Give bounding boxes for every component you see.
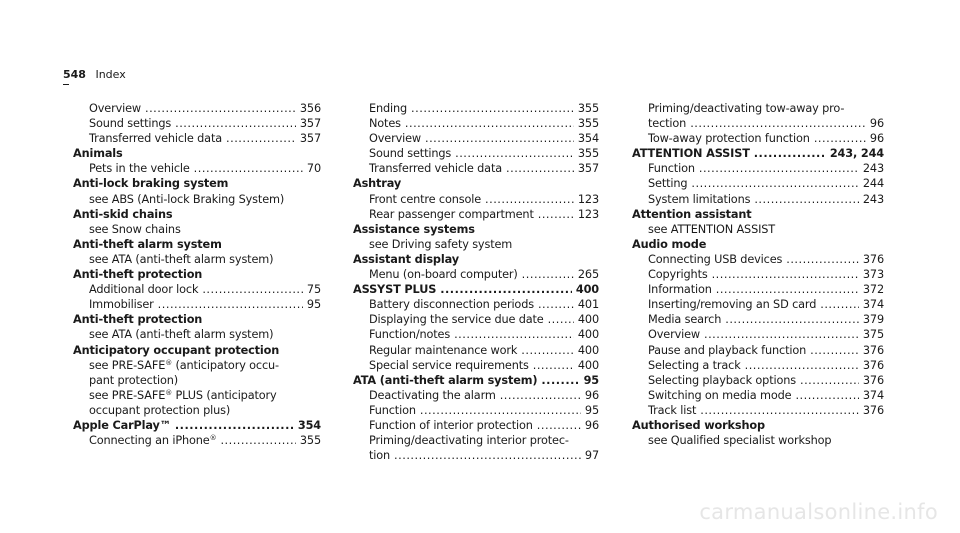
entry-text: Menu (on-board computer) bbox=[369, 268, 518, 282]
index-entry bbox=[632, 433, 884, 448]
dot-leader bbox=[786, 252, 859, 267]
page-reference: 376 bbox=[862, 343, 884, 357]
index-entry bbox=[73, 297, 321, 312]
index-entry bbox=[353, 418, 599, 433]
page-reference: 357 bbox=[299, 117, 321, 131]
index-entry bbox=[632, 222, 884, 237]
entry-text: Tow-away protection function bbox=[648, 132, 810, 146]
entry-text: Transferred vehicle data bbox=[89, 132, 223, 146]
page-reference: 123 bbox=[577, 207, 599, 221]
entry-text: Connecting USB devices bbox=[648, 252, 783, 266]
index-entry bbox=[353, 116, 599, 131]
index-entry bbox=[632, 312, 884, 327]
dot-leader bbox=[425, 131, 574, 146]
entry-text: Anti-lock braking system bbox=[73, 177, 229, 191]
dot-leader bbox=[754, 146, 826, 161]
entry-text: ATA (anti-theft alarm system) bbox=[353, 373, 538, 387]
entry-text: Pause and playback function bbox=[648, 343, 807, 357]
index-entry bbox=[632, 116, 884, 131]
index-entry bbox=[73, 252, 321, 267]
entry-text: see ATA (anti-theft alarm system) bbox=[89, 252, 274, 266]
entry-text: Anti-theft protection bbox=[73, 268, 203, 282]
page-reference: 70 bbox=[306, 162, 321, 176]
entry-text: Front centre console bbox=[369, 192, 482, 206]
page-reference: 265 bbox=[577, 268, 599, 282]
index-heading bbox=[632, 418, 884, 433]
index-entry bbox=[73, 192, 321, 207]
dot-leader bbox=[455, 146, 574, 161]
entry-text: Authorised workshop bbox=[632, 418, 765, 432]
index-entry bbox=[632, 282, 884, 297]
entry-text: Animals bbox=[73, 147, 123, 161]
entry-text: Function/notes bbox=[369, 328, 451, 342]
dot-leader bbox=[202, 282, 303, 297]
dot-leader bbox=[533, 358, 574, 373]
page-reference: 375 bbox=[862, 328, 884, 342]
page-reference: 379 bbox=[862, 313, 884, 327]
index-entry bbox=[73, 403, 321, 418]
index-heading bbox=[353, 282, 599, 297]
index-entry bbox=[353, 388, 599, 403]
page-reference: 75 bbox=[306, 283, 321, 297]
dot-leader bbox=[700, 403, 859, 418]
index-entry bbox=[632, 131, 884, 146]
index-column-2 bbox=[353, 101, 599, 463]
dot-leader bbox=[226, 131, 296, 146]
index-entry bbox=[73, 358, 321, 373]
entry-text: Track list bbox=[648, 403, 697, 417]
registered-mark: ® bbox=[165, 358, 173, 367]
index-entry bbox=[353, 267, 599, 282]
index-entry bbox=[353, 433, 599, 448]
index-entry bbox=[353, 131, 599, 146]
entry-text: Notes bbox=[369, 117, 401, 131]
page-header bbox=[63, 68, 126, 81]
dot-leader bbox=[820, 297, 859, 312]
index-entry bbox=[353, 237, 599, 252]
index-entry bbox=[632, 297, 884, 312]
entry-text: Priming/deactivating tow-away pro- bbox=[648, 102, 845, 115]
entry-text: Connecting an iPhone bbox=[89, 434, 210, 448]
page-reference: 357 bbox=[577, 162, 599, 176]
entry-text: Deactivating the alarm bbox=[369, 388, 496, 402]
index-heading bbox=[632, 237, 884, 252]
index-entry bbox=[353, 358, 599, 373]
index-heading bbox=[73, 312, 321, 327]
dot-leader bbox=[538, 207, 574, 222]
entry-text: Transferred vehicle data bbox=[369, 162, 503, 176]
entry-text: Overview bbox=[648, 328, 700, 342]
page-reference: 372 bbox=[862, 283, 884, 297]
page-reference: 376 bbox=[862, 373, 884, 387]
index-entry bbox=[632, 327, 884, 342]
entry-text: see Snow chains bbox=[89, 222, 181, 236]
dot-leader bbox=[541, 373, 579, 388]
page-reference: 376 bbox=[862, 403, 884, 417]
page-reference: 95 bbox=[583, 373, 599, 387]
index-entry bbox=[73, 116, 321, 131]
page-reference: 374 bbox=[862, 388, 884, 402]
dot-leader bbox=[522, 267, 574, 282]
entry-text: Copyrights bbox=[648, 268, 708, 282]
page-reference: 97 bbox=[584, 449, 599, 463]
page-reference: 400 bbox=[577, 328, 599, 342]
index-heading bbox=[632, 207, 884, 222]
registered-mark: ® bbox=[165, 388, 173, 397]
entry-text: ATTENTION ASSIST bbox=[632, 147, 750, 161]
page-reference: 95 bbox=[584, 403, 599, 417]
index-entry bbox=[632, 161, 884, 176]
entry-text: Inserting/removing an SD card bbox=[648, 298, 817, 312]
dot-leader bbox=[220, 433, 295, 448]
index-heading bbox=[73, 418, 321, 433]
index-heading bbox=[73, 146, 321, 161]
entry-text: see PRE-SAFE bbox=[89, 358, 166, 372]
page-reference: 355 bbox=[577, 102, 599, 115]
page-reference: 400 bbox=[577, 313, 599, 327]
page-reference: 95 bbox=[306, 298, 321, 312]
page-reference: 356 bbox=[299, 102, 321, 115]
page-reference: 354 bbox=[577, 132, 599, 146]
index-entry bbox=[632, 176, 884, 191]
dot-leader bbox=[754, 192, 859, 207]
page-reference: 355 bbox=[577, 117, 599, 131]
index-entry bbox=[632, 267, 884, 282]
dot-leader bbox=[405, 116, 574, 131]
dot-leader bbox=[440, 282, 572, 297]
entry-text: pant protection) bbox=[89, 373, 178, 387]
index-entry bbox=[353, 297, 599, 312]
entry-text: see PRE-SAFE bbox=[89, 388, 166, 402]
dot-leader bbox=[699, 161, 859, 176]
dot-leader bbox=[537, 418, 581, 433]
dot-leader bbox=[725, 312, 859, 327]
dot-leader bbox=[800, 373, 859, 388]
entry-text: Special service requirements bbox=[369, 358, 529, 372]
index-column-1 bbox=[73, 101, 321, 448]
entry-text: Function of interior protection bbox=[369, 418, 533, 432]
index-entry bbox=[73, 161, 321, 176]
entry-text-continued: PLUS (anticipatory bbox=[172, 388, 277, 402]
entry-text: tion bbox=[369, 449, 391, 463]
index-entry bbox=[353, 207, 599, 222]
entry-text: Apple CarPlay™ bbox=[73, 418, 171, 432]
index-entry bbox=[73, 101, 321, 116]
entry-text: Assistance systems bbox=[353, 222, 475, 236]
index-entry bbox=[353, 312, 599, 327]
dot-leader bbox=[521, 343, 574, 358]
entry-text: Function bbox=[369, 403, 416, 417]
entry-text: Ending bbox=[369, 102, 408, 115]
page-reference: 96 bbox=[869, 132, 884, 146]
entry-text: Attention assistant bbox=[632, 207, 752, 221]
entry-text: Pets in the vehicle bbox=[89, 162, 190, 176]
dot-leader bbox=[420, 403, 581, 418]
entry-text: Sound settings bbox=[89, 117, 172, 131]
index-entry bbox=[353, 448, 599, 463]
index-entry bbox=[353, 192, 599, 207]
watermark: carmanualsonline.info bbox=[699, 500, 938, 524]
index-entry bbox=[632, 388, 884, 403]
dot-leader bbox=[175, 418, 294, 433]
page-reference: 355 bbox=[299, 434, 321, 448]
entry-text-continued: (anticipatory occu- bbox=[172, 358, 279, 372]
page-reference: 243, 244 bbox=[829, 147, 884, 161]
page-reference: 355 bbox=[577, 147, 599, 161]
dot-leader bbox=[158, 297, 303, 312]
entry-text: see ATTENTION ASSIST bbox=[648, 222, 776, 236]
entry-text: Anti-theft alarm system bbox=[73, 237, 222, 251]
header-rule bbox=[63, 84, 69, 85]
index-entry bbox=[73, 388, 321, 403]
entry-text: see ABS (Anti-lock Braking System) bbox=[89, 192, 285, 206]
entry-text: Battery disconnection periods bbox=[369, 298, 534, 312]
dot-leader bbox=[690, 116, 866, 131]
entry-text: ASSYST PLUS bbox=[353, 283, 437, 297]
page-reference: 96 bbox=[584, 418, 599, 432]
index-entry bbox=[632, 343, 884, 358]
entry-text: see Driving safety system bbox=[369, 237, 513, 251]
entry-text: Anticipatory occupant protection bbox=[73, 343, 280, 357]
page-reference: 400 bbox=[577, 358, 599, 372]
index-heading bbox=[353, 252, 599, 267]
dot-leader bbox=[411, 101, 574, 116]
index-entry bbox=[632, 403, 884, 418]
index-heading bbox=[353, 222, 599, 237]
page-reference: 96 bbox=[869, 117, 884, 131]
index-heading bbox=[632, 146, 884, 161]
entry-text: System limitations bbox=[648, 192, 751, 206]
index-heading bbox=[73, 176, 321, 191]
page-reference: 373 bbox=[862, 268, 884, 282]
entry-text: Displaying the service due date bbox=[369, 313, 544, 327]
dot-leader bbox=[500, 388, 581, 403]
entry-text: Anti-skid chains bbox=[73, 207, 173, 221]
index-entry bbox=[353, 343, 599, 358]
dot-leader bbox=[814, 131, 866, 146]
entry-text: Information bbox=[648, 283, 712, 297]
page-reference: 400 bbox=[575, 283, 599, 297]
index-entry bbox=[632, 192, 884, 207]
dot-leader bbox=[194, 161, 303, 176]
index-entry bbox=[73, 373, 321, 388]
dot-leader bbox=[175, 116, 296, 131]
page-reference: 96 bbox=[584, 388, 599, 402]
dot-leader bbox=[745, 358, 859, 373]
index-entry bbox=[632, 101, 884, 116]
dot-leader bbox=[691, 176, 858, 191]
dot-leader bbox=[810, 343, 859, 358]
entry-text: Switching on media mode bbox=[648, 388, 792, 402]
entry-text: see ATA (anti-theft alarm system) bbox=[89, 328, 274, 342]
section-title: Index bbox=[95, 68, 126, 81]
index-entry bbox=[632, 373, 884, 388]
page-reference: 123 bbox=[577, 192, 599, 206]
index-heading bbox=[73, 343, 321, 358]
dot-leader bbox=[145, 101, 296, 116]
entry-text: Regular maintenance work bbox=[369, 343, 518, 357]
index-column-3 bbox=[632, 101, 884, 448]
dot-leader bbox=[704, 327, 859, 342]
dot-leader bbox=[716, 282, 859, 297]
entry-text: Sound settings bbox=[369, 147, 452, 161]
page-reference: 244 bbox=[862, 177, 884, 191]
dot-leader bbox=[712, 267, 859, 282]
registered-mark: ® bbox=[209, 434, 217, 443]
entry-text: Selecting a track bbox=[648, 358, 741, 372]
dot-leader bbox=[506, 161, 574, 176]
page-reference: 243 bbox=[862, 192, 884, 206]
index-heading bbox=[73, 207, 321, 222]
dot-leader bbox=[548, 312, 574, 327]
entry-text: Setting bbox=[648, 177, 688, 191]
entry-text: Overview bbox=[369, 132, 421, 146]
entry-text: Overview bbox=[89, 102, 141, 115]
index-entry bbox=[73, 327, 321, 342]
index-heading bbox=[353, 176, 599, 191]
index-heading bbox=[353, 373, 599, 388]
index-entry bbox=[353, 327, 599, 342]
index-entry bbox=[73, 222, 321, 237]
index-entry bbox=[632, 252, 884, 267]
entry-text: tection bbox=[648, 117, 687, 131]
index-entry bbox=[353, 403, 599, 418]
entry-text: Assistant display bbox=[353, 252, 459, 266]
entry-text: occupant protection plus) bbox=[89, 403, 231, 417]
dot-leader bbox=[538, 297, 574, 312]
index-entry bbox=[73, 433, 321, 448]
entry-text: Rear passenger compartment bbox=[369, 207, 534, 221]
dot-leader bbox=[795, 388, 858, 403]
page-reference: 400 bbox=[577, 343, 599, 357]
page-reference: 374 bbox=[862, 298, 884, 312]
entry-text: Additional door lock bbox=[89, 283, 199, 297]
page-reference: 376 bbox=[862, 252, 884, 266]
page-number: 548 bbox=[63, 68, 86, 81]
index-heading bbox=[73, 237, 321, 252]
index-entry bbox=[632, 358, 884, 373]
index-entry bbox=[73, 282, 321, 297]
index-entry bbox=[73, 131, 321, 146]
dot-leader bbox=[485, 192, 574, 207]
index-entry bbox=[353, 101, 599, 116]
index-entry bbox=[353, 161, 599, 176]
index-heading bbox=[73, 267, 321, 282]
entry-text: see Qualified specialist workshop bbox=[648, 434, 832, 448]
page-reference: 376 bbox=[862, 358, 884, 372]
dot-leader bbox=[394, 448, 581, 463]
entry-text: Immobiliser bbox=[89, 298, 154, 312]
page-reference: 357 bbox=[299, 132, 321, 146]
entry-text: Audio mode bbox=[632, 237, 707, 251]
dot-leader bbox=[454, 327, 574, 342]
entry-text: Ashtray bbox=[353, 177, 402, 191]
entry-text: Selecting playback options bbox=[648, 373, 796, 387]
entry-text: Media search bbox=[648, 313, 722, 327]
index-entry bbox=[353, 146, 599, 161]
entry-text: Function bbox=[648, 162, 695, 176]
page-reference: 243 bbox=[862, 162, 884, 176]
page-reference: 354 bbox=[297, 418, 321, 432]
entry-text: Priming/deactivating interior protec- bbox=[369, 434, 569, 448]
page-reference: 401 bbox=[577, 298, 599, 312]
entry-text: Anti-theft protection bbox=[73, 313, 203, 327]
